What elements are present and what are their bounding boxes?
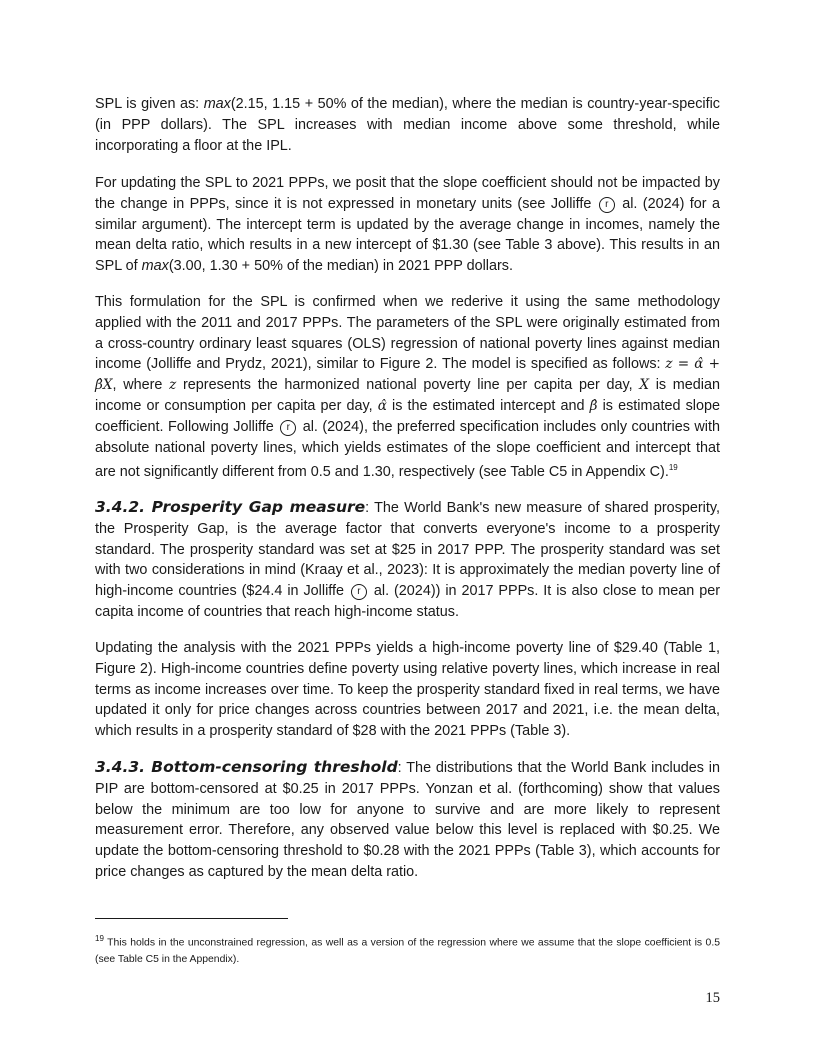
text: , where [112, 377, 170, 394]
text: al. (2024) for a similar argument). The intercept term is updated by the average change in incomes, namely the mean delta ratio, which results in a new intercept of $1.30 (see Table 3 above). This results in an SPL of [95, 195, 720, 275]
page-number: 15 [705, 990, 720, 1006]
section-heading: 3.4.3. Bottom-censoring threshold [95, 758, 398, 776]
text: : The World Bank's new measure of shared prosperity, the Prosperity Gap, is the average factor that converts everyone's income to a prosperity standard. The prosperity standard was set at $25 in 2017 PPP. The prosperity standard was set with two considerations in mind (Kraay et al., 2023): It is approximately the median poverty line of high-income countries ($24.4 in Jolliffe [95, 500, 720, 600]
text: al. (2024)) in 2017 PPPs. It is also close to mean per capita income of countries that reach high-income status. [95, 583, 721, 620]
math-symbol: α̂ [377, 397, 387, 414]
math-symbol: z [169, 377, 177, 394]
circled-r-symbol: r [280, 420, 296, 436]
text: (3.00, 1.30 + 50% of the median) in 2021 PPP dollars. [168, 258, 513, 275]
text: is median income or consumption per capita per day, [95, 377, 720, 414]
math-symbol: β̂ [589, 397, 598, 414]
text: is estimated slope coefficient. Following Jolliffe [95, 397, 720, 435]
footnote-divider [95, 918, 288, 919]
paragraph-spl-methodology [95, 292, 720, 483]
footnote-ref[interactable]: 19 [668, 463, 678, 473]
text: al. (2024), the preferred specification includes only countries with absolute national poverty lines, which yields estimates of the slope coefficient and intercept that are not significantly different from 0.5 and 1.30, respectively (see Table C5 in Appendix C). [95, 418, 720, 481]
footnote [95, 930, 720, 968]
paragraph-bottom-censoring [95, 757, 720, 883]
text: SPL is given as: [95, 96, 204, 112]
text: Updating the analysis with the 2021 PPPs yields a high-income poverty line of $29.40 (Table 1, Figure 2). High-income countries define poverty using relative poverty lines, which increase in real terms as income increases over time. To keep the prosperity standard fixed in real terms, we have updated it only for price changes across countries between 2017 and 2021, i.e. the mean delta, which results in a prosperity standard of $28 with the 2021 PPPs (Table 3). [95, 640, 720, 740]
text-italic: max [141, 258, 169, 275]
text: This formulation for the SPL is confirmed when we rederive it using the same methodology applied with the 2011 and 2017 PPPs. The parameters of the SPL were originally estimated from a cross-country ordinary least squares (OLS) regression of national poverty lines against median income (Jolliffe and Prydz, 2021), similar to Figure 2. The model is specified as follows: [95, 294, 720, 373]
footnote-text: This holds in the unconstrained regression, as well as a version of the regression where we assume that the slope coefficient is 0.5 (see Table C5 in the Appendix). [95, 937, 720, 966]
text: is the estimated intercept and [386, 397, 590, 414]
circled-r-symbol: r [599, 197, 615, 213]
circled-r-symbol: r [351, 584, 367, 600]
paragraph-prosperity-gap [95, 497, 720, 623]
paragraph-prosperity-update [95, 638, 720, 742]
text: represents the harmonized national poverty line per capita per day, [176, 377, 640, 394]
math-symbol: X [639, 377, 649, 394]
text: For updating the SPL to 2021 PPPs, we posit that the slope coefficient should not be impacted by the change in PPPs, since it is not expressed in monetary units (see Jolliffe [95, 175, 720, 212]
equation: z = α̂ + β̂X [95, 356, 721, 394]
text: : The distributions that the World Bank includes in PIP are bottom-censored at $0.25 in 2017 PPPs. Yonzan et al. (forthcoming) show that values below the minimum are too low for anyone to survive and are more likely to represent measurement error. Therefore, any observed value below this level is replaced with $0.25. We update the bottom-censoring threshold to $0.28 with the 2021 PPPs (Table 3), which accounts for price changes as captured by the mean delta ratio. [95, 760, 720, 880]
paragraph-spl-update [95, 173, 720, 277]
section-heading: 3.4.2. Prosperity Gap measure [95, 498, 366, 516]
text-italic: max [203, 96, 231, 112]
footnote-number: 19 [95, 934, 104, 943]
text: (2.15, 1.15 + 50% of the median), where the median is country-year-specific (in PPP dollars). The SPL increases with median income above some threshold, while incorporating a floor at the IPL. [95, 96, 720, 154]
paragraph-spl-definition [95, 94, 720, 156]
